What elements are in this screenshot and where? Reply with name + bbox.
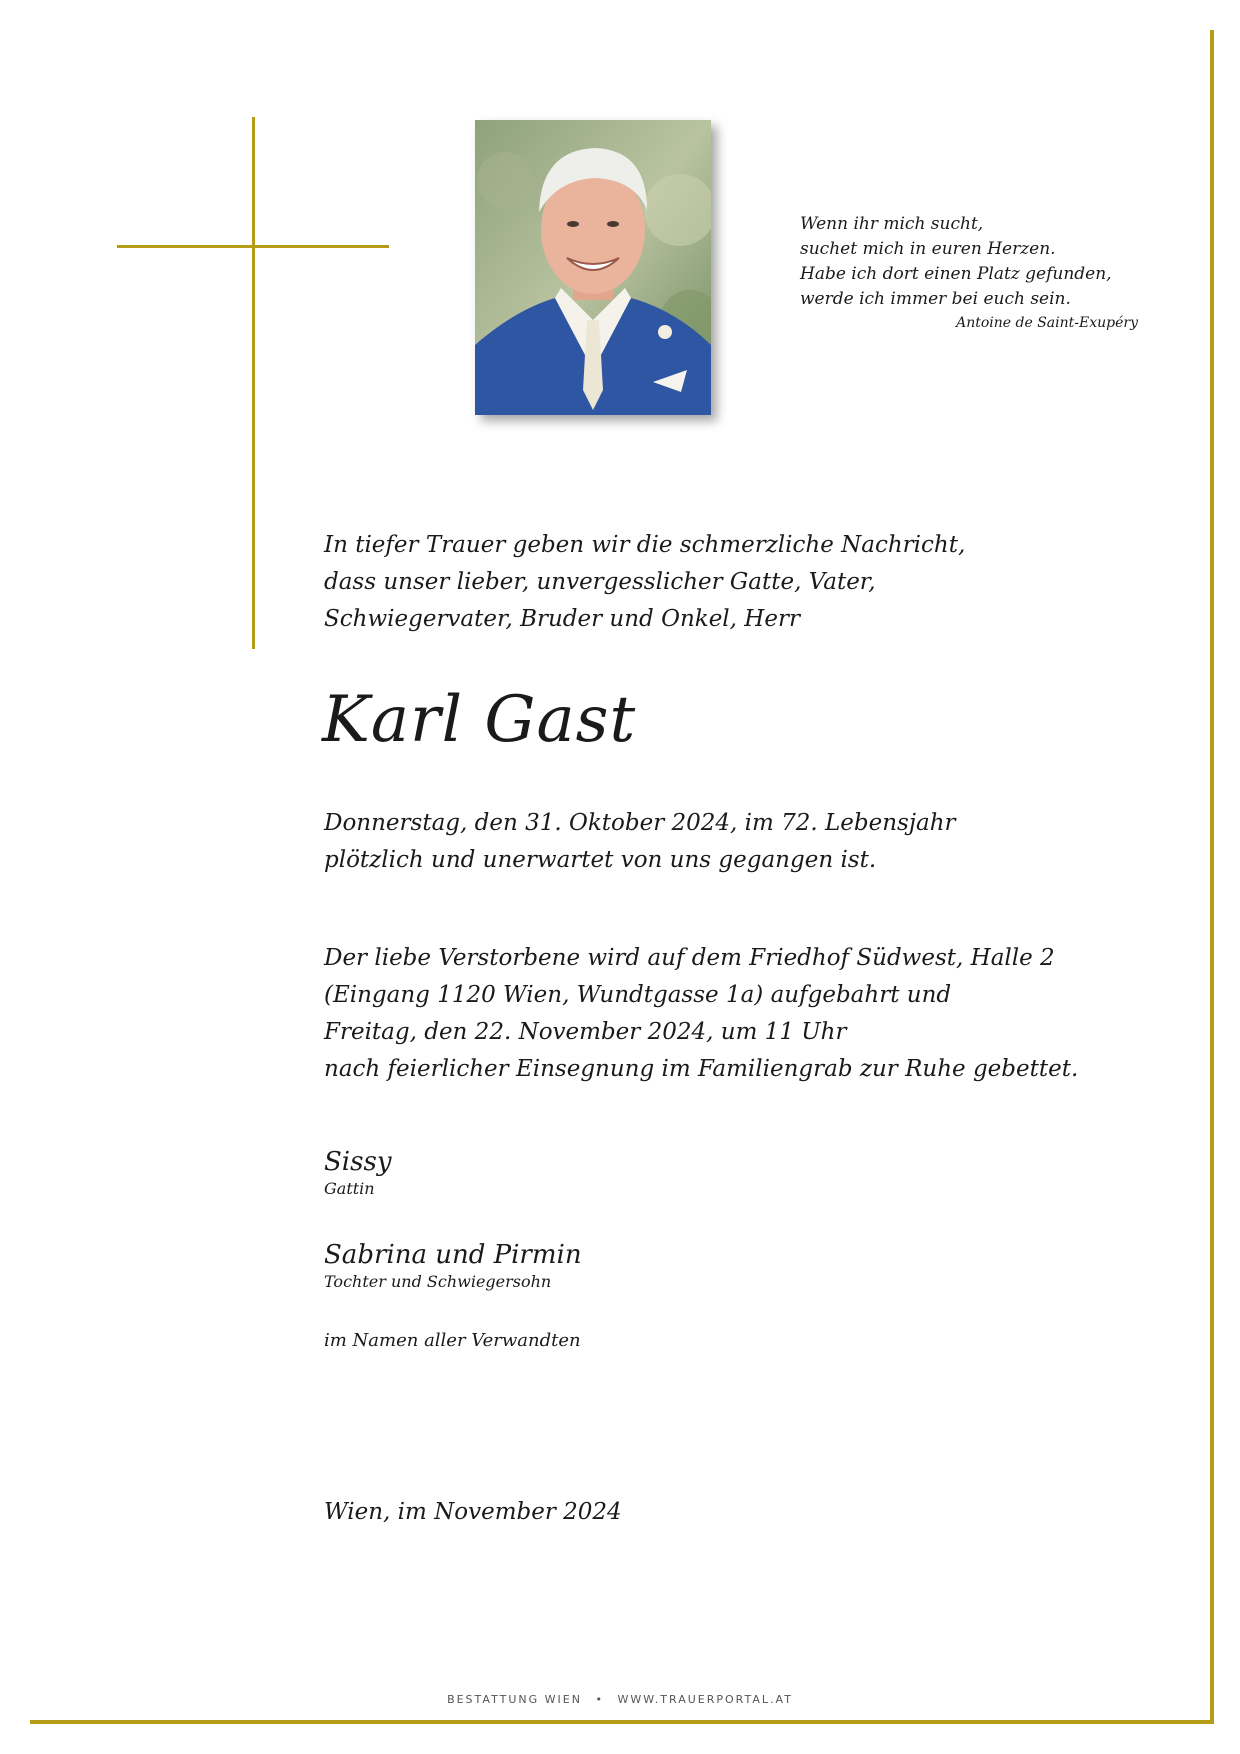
mourner-role: Tochter und Schwiegersohn [324, 1272, 552, 1291]
portrait-photo [475, 120, 711, 415]
intro-line: dass unser lieber, unvergesslicher Gatte, Vater, [324, 569, 876, 595]
cross-vertical-bar [252, 117, 255, 649]
place-date: Wien, im November 2024 [324, 1499, 622, 1525]
footer-company: BESTATTUNG WIEN [447, 1693, 582, 1706]
mourner-name: Sissy [324, 1147, 392, 1177]
mourner-name: Sabrina und Pirmin [324, 1240, 582, 1270]
death-notice-line: plötzlich und unerwartet von uns gegangen ist. [324, 847, 877, 873]
death-notice-paragraph [324, 805, 1204, 879]
footer-website: WWW.TRAUERPORTAL.AT [617, 1693, 793, 1706]
funeral-line: Freitag, den 22. November 2024, um 11 Uhr [324, 1019, 847, 1045]
intro-paragraph [324, 527, 1204, 638]
mourner-role: Gattin [324, 1179, 375, 1198]
funeral-line: Der liebe Verstorbene wird auf dem Friedhof Südwest, Halle 2 [324, 945, 1055, 971]
intro-line: Schwiegervater, Bruder und Onkel, Herr [324, 606, 800, 632]
cross-horizontal-bar [117, 245, 389, 248]
portrait-illustration [475, 120, 711, 415]
footer-separator: • [595, 1693, 604, 1706]
quote-author: Antoine de Saint-Exupéry [956, 315, 1138, 331]
relatives-note: im Namen aller Verwandten [324, 1330, 581, 1351]
quote-block [800, 212, 1150, 334]
frame-border-right [1210, 30, 1214, 1724]
deceased-name: Karl Gast [322, 683, 637, 757]
death-notice-line: Donnerstag, den 31. Oktober 2024, im 72. Lebensjahr [324, 810, 956, 836]
quote-line: Habe ich dort einen Platz gefunden, [800, 264, 1112, 284]
mourner-entry [324, 1145, 392, 1199]
frame-border-bottom [30, 1720, 1214, 1724]
funeral-line: nach feierlicher Einsegnung im Familiengrab zur Ruhe gebettet. [324, 1056, 1079, 1082]
quote-line: Wenn ihr mich sucht, [800, 214, 984, 234]
mourner-entry [324, 1238, 582, 1292]
footer [0, 1693, 1240, 1706]
funeral-details-paragraph [324, 940, 1204, 1088]
quote-line: suchet mich in euren Herzen. [800, 239, 1056, 259]
intro-line: In tiefer Trauer geben wir die schmerzliche Nachricht, [324, 532, 966, 558]
quote-line: werde ich immer bei euch sein. [800, 289, 1071, 309]
funeral-line: (Eingang 1120 Wien, Wundtgasse 1a) aufgebahrt und [324, 982, 952, 1008]
